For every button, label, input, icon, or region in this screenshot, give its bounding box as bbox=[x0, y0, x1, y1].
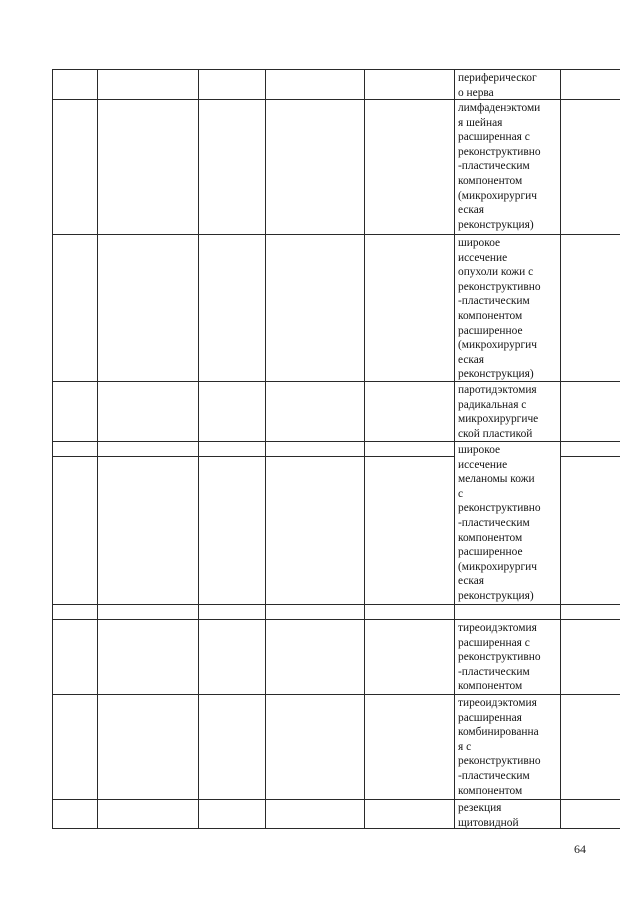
column-divider bbox=[198, 69, 199, 829]
page-number: 64 bbox=[574, 842, 586, 856]
row-divider bbox=[560, 456, 620, 457]
procedure-cell: широкое иссечение опухоли кожи с реконструктивно -пластическим компонентом расширенное (микрохирургич еская реконструкция) bbox=[458, 237, 541, 381]
column-divider bbox=[97, 69, 98, 829]
procedure-cell: периферическог о нерва bbox=[458, 72, 537, 99]
column-divider bbox=[265, 69, 266, 829]
procedure-cell: широкое иссечение меланомы кожи с реконструктивно -пластическим компонентом расширенное (микрохирургич еская реконструкция) bbox=[458, 444, 541, 602]
row-divider bbox=[52, 604, 620, 605]
row-divider bbox=[52, 456, 454, 457]
procedure-cell: резекция щитовидной bbox=[458, 802, 519, 829]
row-divider bbox=[52, 799, 620, 800]
column-divider bbox=[364, 69, 365, 829]
procedure-cell: паротидэктомия радикальная с микрохирургиче ской пластикой bbox=[458, 384, 539, 440]
procedure-cell: тиреоидэктомия расширенная с реконструктивно -пластическим компонентом bbox=[458, 622, 541, 693]
row-divider bbox=[52, 694, 620, 695]
row-divider bbox=[52, 234, 620, 235]
procedure-cell: лимфаденэктоми я шейная расширенная с реконструктивно -пластическим компонентом (микрохирургич еская реконструкция) bbox=[458, 102, 541, 231]
row-divider bbox=[52, 619, 620, 620]
procedure-cell: тиреоидэктомия расширенная комбинированна я с реконструктивно -пластическим компонентом bbox=[458, 697, 541, 797]
column-divider bbox=[52, 69, 53, 829]
table-top-border bbox=[52, 69, 620, 70]
column-divider bbox=[454, 69, 455, 829]
